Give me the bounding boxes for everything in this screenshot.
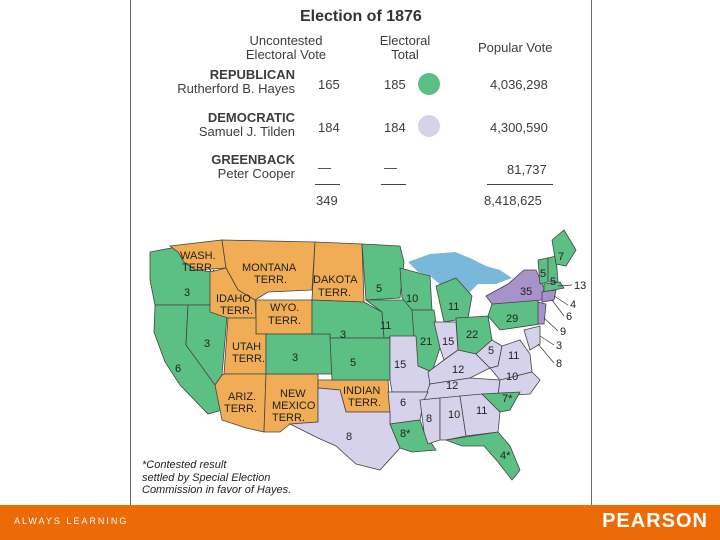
votes-florida: 4* [500, 450, 511, 462]
popular-republican: 4,036,298 [490, 77, 548, 92]
electoral-democratic: 184 [384, 120, 406, 135]
footnote [142, 459, 291, 497]
votes-connecticut: 6 [566, 311, 573, 323]
party-republican: REPUBLICAN [209, 67, 295, 82]
label-wyo-2: TERR. [268, 315, 301, 327]
votes-west-virginia: 5 [488, 345, 495, 357]
label-dakota-1: DAKOTA [313, 274, 358, 286]
label-indian-2: TERR. [348, 397, 381, 409]
votes-iowa: 11 [380, 320, 392, 332]
votes-nevada: 3 [204, 338, 211, 350]
popular-greenback: 81,737 [507, 162, 547, 177]
votes-missouri: 15 [394, 359, 407, 371]
state-kansas [330, 338, 390, 380]
uncontested-democratic: 184 [318, 120, 340, 135]
state-minnesota [362, 244, 404, 300]
votes-texas: 8 [346, 431, 353, 443]
label-idaho-1: IDAHO [216, 293, 251, 305]
votes-wisconsin: 10 [406, 293, 419, 305]
uncontested-republican: 165 [318, 77, 340, 92]
state-colorado [266, 334, 332, 374]
candidate-tilden: Samuel J. Tilden [198, 124, 295, 139]
votes-maryland: 8 [556, 358, 563, 370]
total-uncontested: 349 [316, 193, 338, 208]
votes-georgia: 11 [476, 405, 488, 417]
votes-new-york: 35 [520, 286, 533, 298]
votes-nebraska: 3 [340, 329, 347, 341]
votes-california: 6 [175, 363, 182, 375]
votes-kentucky: 12 [452, 364, 465, 376]
popular-democratic: 4,300,590 [490, 120, 548, 135]
label-nm-3: TERR. [272, 412, 305, 424]
votes-alabama: 10 [448, 409, 461, 421]
votes-massachusetts: 13 [574, 280, 587, 292]
votes-oregon: 3 [184, 287, 191, 299]
label-nm-2: MEXICO [272, 400, 316, 412]
votes-indiana: 15 [442, 336, 455, 348]
total-popular: 8,418,625 [484, 193, 542, 208]
uncontested-greenback: — [318, 160, 331, 175]
votes-virginia: 11 [508, 350, 520, 362]
header-electoral-line1: Electoral [379, 33, 431, 48]
votes-new-hampshire: 5 [550, 276, 557, 288]
votes-minnesota: 5 [376, 283, 383, 295]
pearson-logo: PEARSON [602, 510, 708, 532]
label-dakota-2: TERR. [318, 287, 351, 299]
votes-vermont: 5 [540, 268, 547, 280]
header-electoral-line2: Total [391, 47, 419, 62]
label-utah-1: UTAH [232, 341, 262, 353]
votes-pennsylvania: 29 [506, 313, 519, 325]
candidate-hayes: Rutherford B. Hayes [177, 81, 295, 96]
header-uncontested-line2: Electoral Vote [245, 47, 327, 62]
votes-kansas: 5 [350, 357, 357, 369]
label-idaho-2: TERR. [220, 305, 253, 317]
votes-new-jersey: 9 [560, 326, 567, 338]
party-democratic: DEMOCRATIC [207, 110, 295, 125]
footer-tagline: ALWAYS LEARNING [14, 516, 129, 526]
header-popular: Popular Vote [478, 40, 553, 55]
label-montana-1: MONTANA [242, 262, 297, 274]
label-montana-2: TERR. [254, 274, 287, 286]
electoral-republican: 185 [384, 77, 406, 92]
footnote-line2: settled by Special Election [142, 471, 271, 484]
votes-tennessee: 12 [446, 380, 459, 392]
votes-mississippi: 8 [426, 413, 433, 425]
label-indian-1: INDIAN [343, 385, 381, 397]
header-uncontested-line1: Uncontested [249, 33, 323, 48]
label-utah-2: TERR. [232, 353, 265, 365]
votes-delaware: 3 [556, 340, 563, 352]
party-greenback: GREENBACK [211, 152, 295, 167]
state-maryland-delaware [524, 326, 540, 350]
state-connecticut [542, 290, 556, 302]
label-ariz-2: TERR. [224, 403, 257, 415]
votes-south-carolina: 7* [502, 393, 513, 405]
votes-north-carolina: 10 [506, 371, 519, 383]
votes-arkansas: 6 [400, 397, 407, 409]
votes-rhode-island: 4 [570, 299, 577, 311]
legend-title: Election of 1876 [300, 8, 422, 25]
label-nm-1: NEW [280, 388, 306, 400]
label-wash-2: TERR. [182, 262, 215, 274]
votes-michigan: 11 [448, 301, 460, 313]
votes-ohio: 22 [466, 329, 479, 341]
state-new-jersey [538, 302, 546, 324]
label-wyo-1: WYO. [270, 302, 300, 314]
votes-colorado: 3 [292, 352, 299, 364]
votes-illinois: 21 [420, 336, 433, 348]
footnote-line1: *Contested result [142, 459, 227, 471]
footnote-line3: Commission in favor of Hayes. [142, 484, 292, 496]
electoral-greenback: — [384, 160, 397, 175]
votes-louisiana: 8* [400, 428, 411, 440]
candidate-cooper: Peter Cooper [217, 166, 295, 181]
label-wash-1: WASH. [180, 250, 216, 262]
votes-maine: 7 [558, 251, 565, 263]
label-ariz-1: ARIZ. [228, 391, 257, 403]
